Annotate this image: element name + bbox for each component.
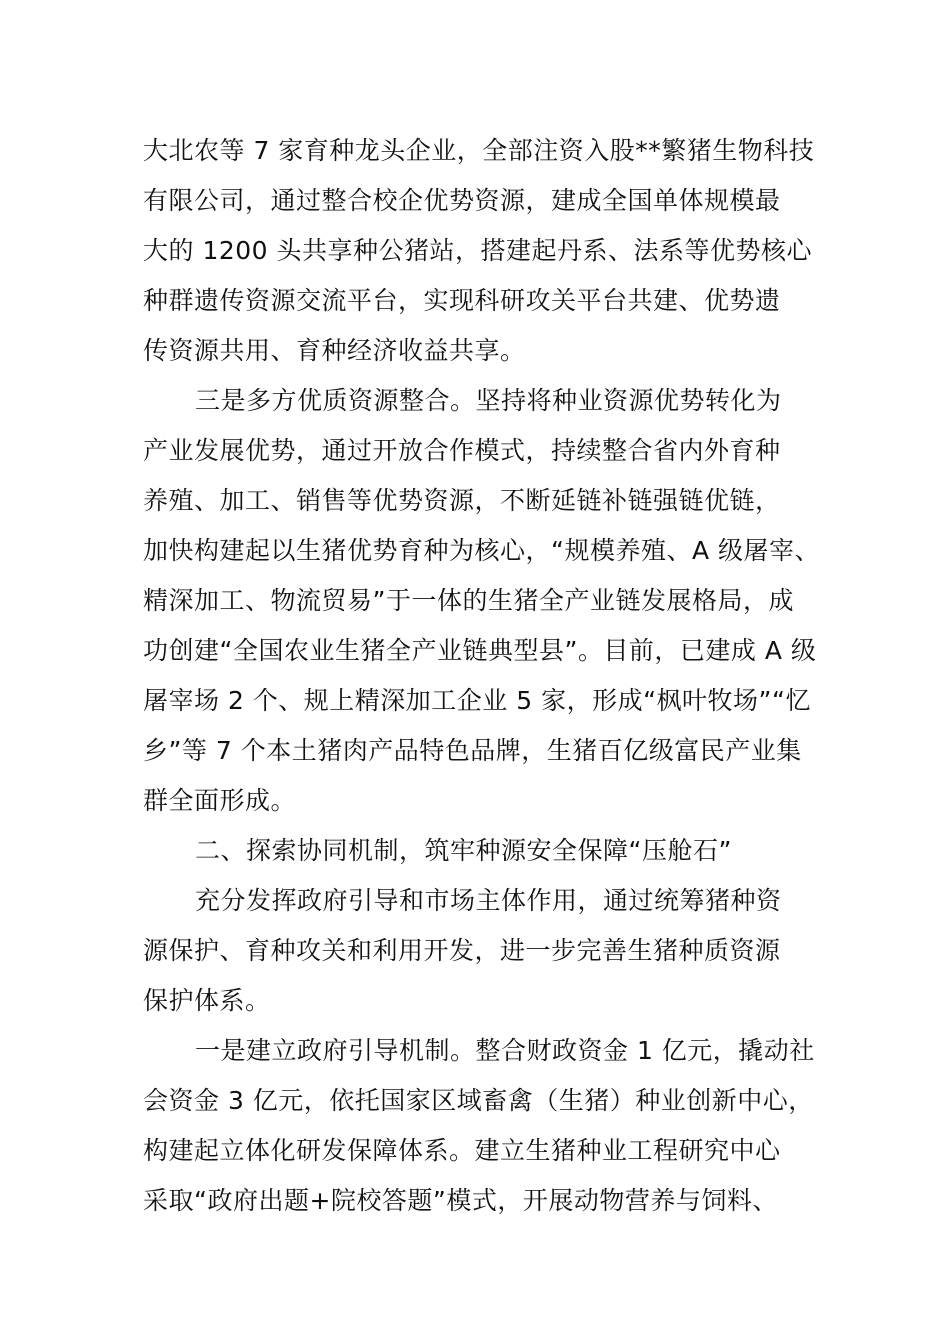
paragraph-start-line: 三是多方优质资源整合。坚持将种业资源优势转化为 bbox=[195, 386, 782, 415]
text-line: 有限公司，通过整合校企优势资源，建成全国单体规模最 bbox=[143, 186, 781, 215]
document-body bbox=[143, 126, 821, 1226]
text-line: 源保护、育种攻关和利用开发，进一步完善生猪种质资源 bbox=[143, 936, 781, 965]
text-line: 养殖、加工、销售等优势资源，不断延链补链强链优链， bbox=[143, 486, 781, 515]
text-line: 保护体系。 bbox=[143, 986, 271, 1015]
text-line: 大的 1200 头共享种公猪站，搭建起丹系、法系等优势核心 bbox=[143, 236, 813, 265]
text-line: 功创建“全国农业生猪全产业链典型县”。目前，已建成 A 级 bbox=[143, 636, 817, 665]
text-line: 构建起立体化研发保障体系。建立生猪种业工程研究中心 bbox=[143, 1136, 781, 1165]
text-line: 产业发展优势，通过开放合作模式，持续整合省内外育种 bbox=[143, 436, 781, 465]
text-line: 大北农等 7 家育种龙头企业，全部注资入股**繁猪生物科技 bbox=[143, 136, 815, 165]
text-line: 种群遗传资源交流平台，实现科研攻关平台共建、优势遗 bbox=[143, 286, 781, 315]
text-line: 乡”等 7 个本土猪肉产品特色品牌，生猪百亿级富民产业集 bbox=[143, 736, 802, 765]
text-line: 加快构建起以生猪优势育种为核心，“规模养殖、A 级屠宰、 bbox=[143, 536, 821, 565]
text-line: 群全面形成。 bbox=[143, 786, 297, 815]
section-heading: 二、探索协同机制，筑牢种源安全保障“压舱石” bbox=[195, 836, 732, 865]
text-line: 屠宰场 2 个、规上精深加工企业 5 家，形成“枫叶牧场”“忆 bbox=[143, 686, 811, 715]
paragraph-start-line: 充分发挥政府引导和市场主体作用，通过统筹猪种资 bbox=[195, 886, 782, 915]
text-line: 传资源共用、育种经济收益共享。 bbox=[143, 336, 526, 365]
text-line: 采取“政府出题+院校答题”模式，开展动物营养与饲料、 bbox=[143, 1186, 778, 1215]
text-line: 会资金 3 亿元，依托国家区域畜禽（生猪）种业创新中心， bbox=[143, 1086, 814, 1115]
paragraph-start-line: 一是建立政府引导机制。整合财政资金 1 亿元，撬动社 bbox=[195, 1036, 815, 1065]
text-line: 精深加工、物流贸易”于一体的生猪全产业链发展格局，成 bbox=[143, 586, 794, 615]
